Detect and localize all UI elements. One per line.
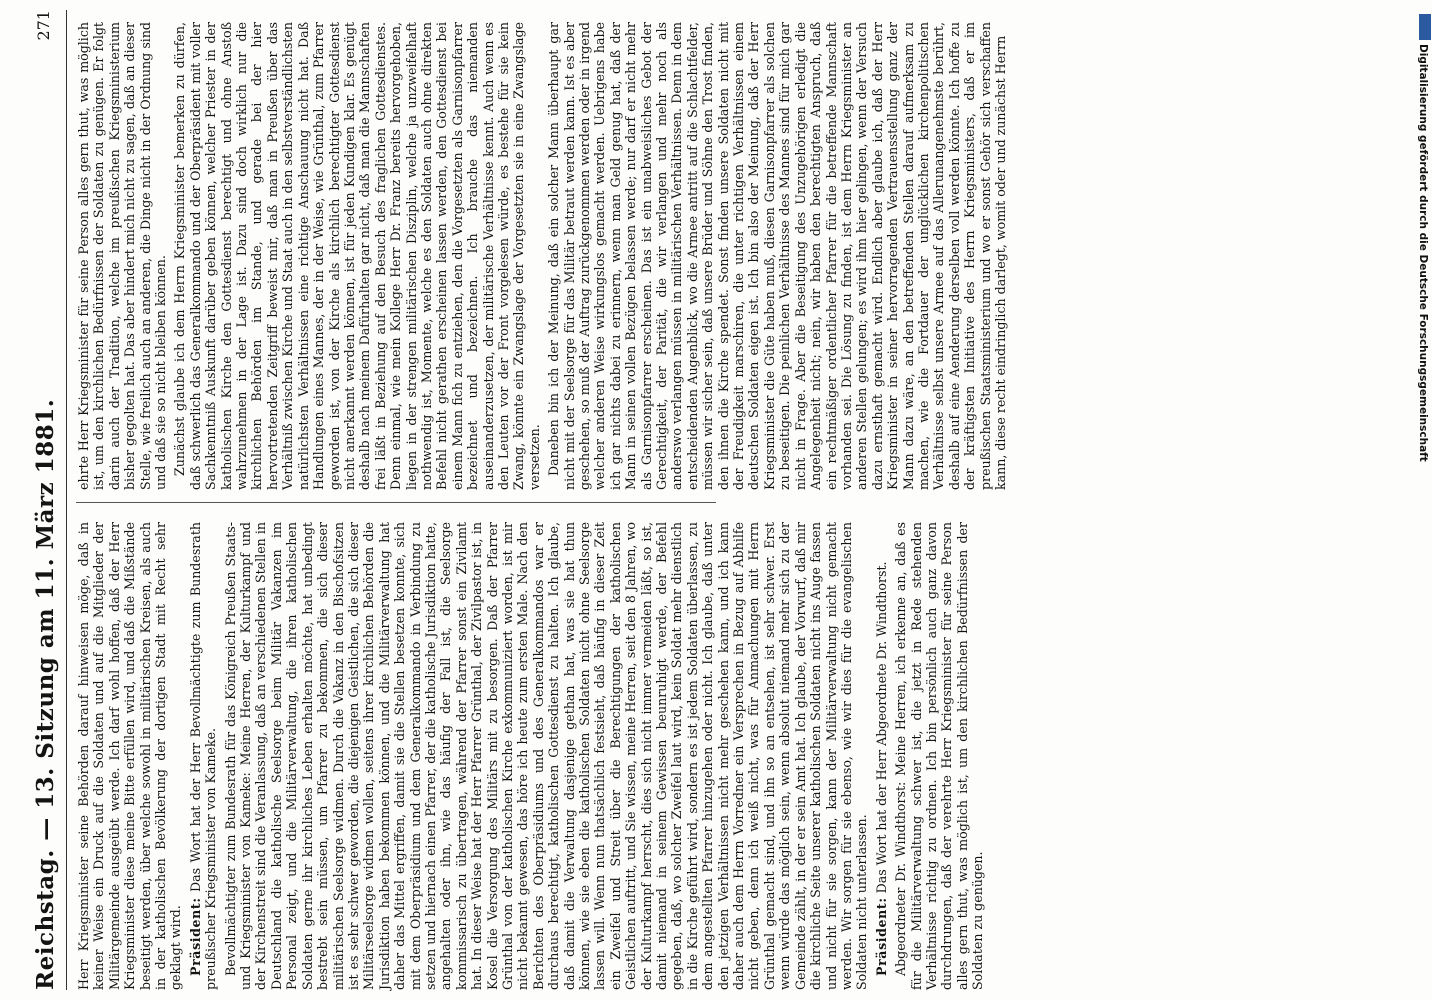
paragraph <box>546 22 1008 490</box>
paragraph <box>172 22 542 490</box>
paragraph-text: Daneben bin ich der Meinung, daß ein solcher Mann überhaupt gar nicht mit der Seelsorge für das Militär betraut werden kann. Ist es aber geschehen, so muß der Auftrag zurückgenommen werden oder in irgend welcher anderen Weise wirkungslos gemacht werden. Uebrigens habe ich gar nichts dabei zu erinnern, wenn man Geld genug hat, daß der Mann in seinen vollen Bezügen belassen werde; nur darf er nicht mehr als Garnisonpfarrer erscheinen. Das ist ein unabweisliches Gebot der Gerechtigkeit, der Parität, die wir verlangen und mehr noch als anderswo verlangen müssen in militärischen Verhältnissen. Denn in dem entscheidenden Augenblick, wo die Armee antritt auf die Schlachtfelder, müssen wir sicher sein, daß unsere Brüder und Söhne den Trost finden, den ihnen die Kirche spendet. Sonst finden unsere Soldaten nicht mit der Freudigkeit marschiren, die unter richtigen Verhältnissen einem deutschen Soldaten eigen ist. Ich bin also der Meinung, daß der Herr Kriegsminister die Güte haben muß, diesen Garnisonpfarrer als solchen zu beseitigen. Die peinlichen Verhältnisse des Mannes sind für mich gar nicht in Frage. Aber die Beseitigung des Unzugehörigen erledigt die Angelegenheit nicht; nein, wir haben den berechtigten Anspruch, daß ein rechtmäßiger ordentlicher Pfarrer für die betreffende Mannschaft vorhanden sei. Die Lösung zu finden, ist dem Herrn Kriegsminister an anderen Stellen gelungen; es wird ihm hier gelingen, wenn der Versuch dazu ernsthaft gemacht wird. Endlich aber glaube ich, daß der Herr Kriegsminister in seiner hervorragenden Vertrauensstellung ganz der Mann dazu wäre, an den betreffenden Stellen darauf aufmerksam zu machen, wie die Fortdauer der unglücklichen kirchenpolitischen Verhältnisse selbst unsere Armee auf das Allerunangenehmste berührt, deshalb auf eine Aenderung derselben voll werden könnte. Ich hoffe zu der kräftigsten Initiative des Herrn Kriegsministers, daß er im preußischen Staatsministerium und wo er sonst Gehör sich verschaffen kann, diese recht eindringlich darlegt, womit oder und zunächst Herrn <box>546 22 1008 490</box>
paragraph-text: ehrte Herr Kriegsminister für seine Person alles gern thut, was möglich ist, um den kirchlichen Bedürfnissen der Soldaten zu genügen. Er folgt darin auch der Tradition, welche im preußischen Kriegsministerium bisher gegolten hat. Das aber hindert mich nicht zu sagen, daß an dieser Stelle, wie freilich auch an anderen, die Dinge nicht in der Ordnung sind und daß sie so nicht bleiben können. <box>76 22 169 490</box>
speaker-label: Präsident: <box>187 897 203 976</box>
paragraph <box>893 522 985 990</box>
paragraph-text: Herr Kriegsminister seine Behörden darauf hinweisen möge, daß in keiner Weise ein Druck auf die Soldaten und auf die Mitglieder der Militärgemeinde ausgeübt werde. Ich darf wohl hoffen, daß der Herr Kriegsminister diese meine Bitte erfüllen wird, und daß die Mißstände beseitigt werden, über welche sowohl in militärischen Kreisen, als auch in der katholischen Bevölkerung der dortigen Stadt mit Recht sehr geklagt wird. <box>76 522 184 990</box>
paragraph-text: Das Wort hat der Herr Abgeordnete Dr. Windthorst. <box>873 561 889 894</box>
speaker-label: Präsident: <box>873 897 889 976</box>
dfg-logo <box>1419 14 1431 40</box>
page-number: 271 <box>34 10 53 41</box>
paragraph-text: Zunächst glaube ich dem Herrn Kriegsminister bemerken zu dürfen, daß schwerlich das Generalkommando und der Oberpräsident mit voller Sachkenntniß Auskunft darüber geben können, welcher Priester in der katholischen Kirche den Gottesdienst berechtigt und ohne Anstoß wahrzunehmen in der Lage ist. Dazu sind doch wirklich nur die kirchlichen Behörden im Stande, und gerade bei der hier hervortretenden Zeitgriff beweist mir, daß man in Preußen über das Verhältniß zwischen Kirche und Staat auch in den selbstverständlichsten natürlichsten Verhältnissen eine richtige Anschauung nicht hat. Daß Handlungen eines Mannes, der in der Weise, wie Grünthal, zum Pfarrer geworden ist, von der Kirche als kirchlich berechtigter Gottesdienst nicht anerkannt werden können, ist für jeden Kundigen klar. Es genügt deshalb nach meinem Dafürhalten gar nicht, daß man die Mannschaften frei läßt in Beziehung auf den Besuch des fraglichen Gottesdienstes. Denn einmal, wie mein Kollege Herr Dr. Franz bereits hervorgehoben, liegen in der strengen militärischen Disziplin, welche ja unzweifelhaft nothwendig ist, Momente, welche es den Soldaten auch ohne direkten Befehl nicht gerathen erscheinen lassen werden, den Gottesdienst bei einem Mann fich zu entziehen, den die Vorgesetzten als Garnisonpfarrer bezeichnet und bezeichnen. Ich brauche das niemanden auseinanderzusetzen, der militärische Verhältnisse kennt. Auch wenn es den Leuten vor der Front vorgelesen würde, es bestehe für sie kein Zwang, könnte ein Zwangslage der Vorgesetzten sie in eine Zwangslage versetzen. <box>172 22 542 490</box>
left-column <box>76 522 986 990</box>
digitization-credit: Digitalisierung gefördert durch die Deutsche Forschungsgemeinschaft <box>1417 44 1429 462</box>
paragraph <box>76 22 168 490</box>
paragraph <box>188 522 219 990</box>
column-divider <box>76 502 716 503</box>
paragraph-text: Bevollmächtigter zum Bundesrath für das Königreich Preußen Staats- und Kriegsminister von Kameke: Meine Herren, der Kulturkampf und der Kirchenstreit sind die Veranlassung, daß an verschiedenen Stellen in Deutschland die katholische Seelsorge beim Militär Vakanzen im Personal zeigt, und die Militärverwaltung, die ihren katholischen Soldaten gerne ihr kirchliches Leben erhalten möchte, hat unbedingt bestrebt sein müssen, um Pfarrer zu bekommen, die sich dieser militärischen Seelsorge widmen. Durch die Vakanz in den Bischofsitzen ist es sehr schwer geworden, die diejenigen Geistlichen, die sich dieser Militärseelsorge widmen wollen, seitens ihrer kirchlichen Behörden die Jurisdiktion haben bekommen können, und die Militärverwaltung hat daher das Mittel ergriffen, damit sie die Stellen besetzen konnte, sich mit dem Oberpräsidium und dem Generalkommando in Verbindung zu setzen und hiernach einen Pfarrer, der die katholische Jurisdiktion hatte, angehalten oder ihn, wie das häufig der Fall ist, die Seelsorge kommissarisch zu übertragen, während der Pfarrer sonst ein Zivilamt hat. In dieser Weise hat der Herr Pfarrer Grünthal, der Zivilpastor ist, in Kosel die Versorgung des Militärs mit zu besorgen. Daß der Pfarrer Grünthal von der katholischen Kirche exkommuniziert worden, ist mir nicht bekannt gewesen, das höre ich heute zum ersten Male. Nach den Berichten des Oberpräsidiums und des Generalkommandos war er durchaus berechtigt, katholischen Gottesdienst zu halten. Ich glaube, daß damit die Verwaltung dasjenige gethan hat, was sie hat thun können, wie sie eben die katholischen Soldaten nicht ohne Seelsorge lassen will. Wenn nun thatsächlich festsieht, daß häufig in dieser Zeit ein Zweifel und Streit über die Berechtigungen der katholischen Geistlichen auftritt, und Sie wissen, meine Herren, seit den 8 Jahren, wo der Kulturkampf herrscht, dies sich nicht immer vermeiden läßt, so ist, damit niemand in seinem Gewissen beunruhigt werde, der Befehl gegeben, daß, wo solcher Zweifel laut wird, kein Soldat mehr dienstlich in die Kirche geführt wird, sondern es ist jedem Soldaten überlassen, zu dem angestellten Pfarrer hinzugehen oder nicht. Ich glaube, daß unter den jetzigen Verhältnissen nicht mehr geschehen kann, und ich kann daher auch dem Herrn Vorredner ein Versprechen in Bezug auf Abhilfe nicht geben, denn ich weiß nicht, was für Anmachungen mit Herrn Grünthal gemacht sind, und ihn so an entsehen, ist sehr schwer. Erst wenn würde das möglich sein, wenn absolut niemand mehr sich zu der Gemeinde zählt, in der er sein Amt hat. Ich glaube, der Vorwurf, daß mir die kirchliche Seite unserer katholischen Soldaten nicht ins Auge fassen und nicht für sie sorgen, kann der Militärverwaltung nicht gemacht werden. Wir sorgen für sie ebenso, wie wir dies für die evangelischen Soldaten nicht unterlassen. <box>222 522 870 990</box>
running-title: Reichstag. — 13. Sitzung am 11. März 1881. <box>32 398 59 990</box>
paragraph <box>874 522 889 990</box>
paragraph-text: Das Wort hat der Herr Bevollmächtigte zum Bundesrath preußischer Kriegsminister von Kameke. <box>187 522 219 990</box>
paragraph <box>76 522 184 990</box>
right-column <box>76 22 1008 490</box>
paragraph <box>223 522 870 990</box>
rotated-page-body <box>26 10 1406 990</box>
page-header <box>26 10 67 990</box>
paragraph-text: Abgeordneter Dr. Windthorst: Meine Herren, ich erkenne an, daß es für die Militärverwaltung schwer ist, die jetzt in Rede stehenden Verhältnisse richtig zu ordnen. Ich bin persönlich auch ganz davon durchdrungen, daß der verehrte Herr Kriegsminister für seine Person alles gern thut, was möglich ist, um den kirchlichen Bedürfnissen der Soldaten zu genügen. <box>893 522 986 990</box>
